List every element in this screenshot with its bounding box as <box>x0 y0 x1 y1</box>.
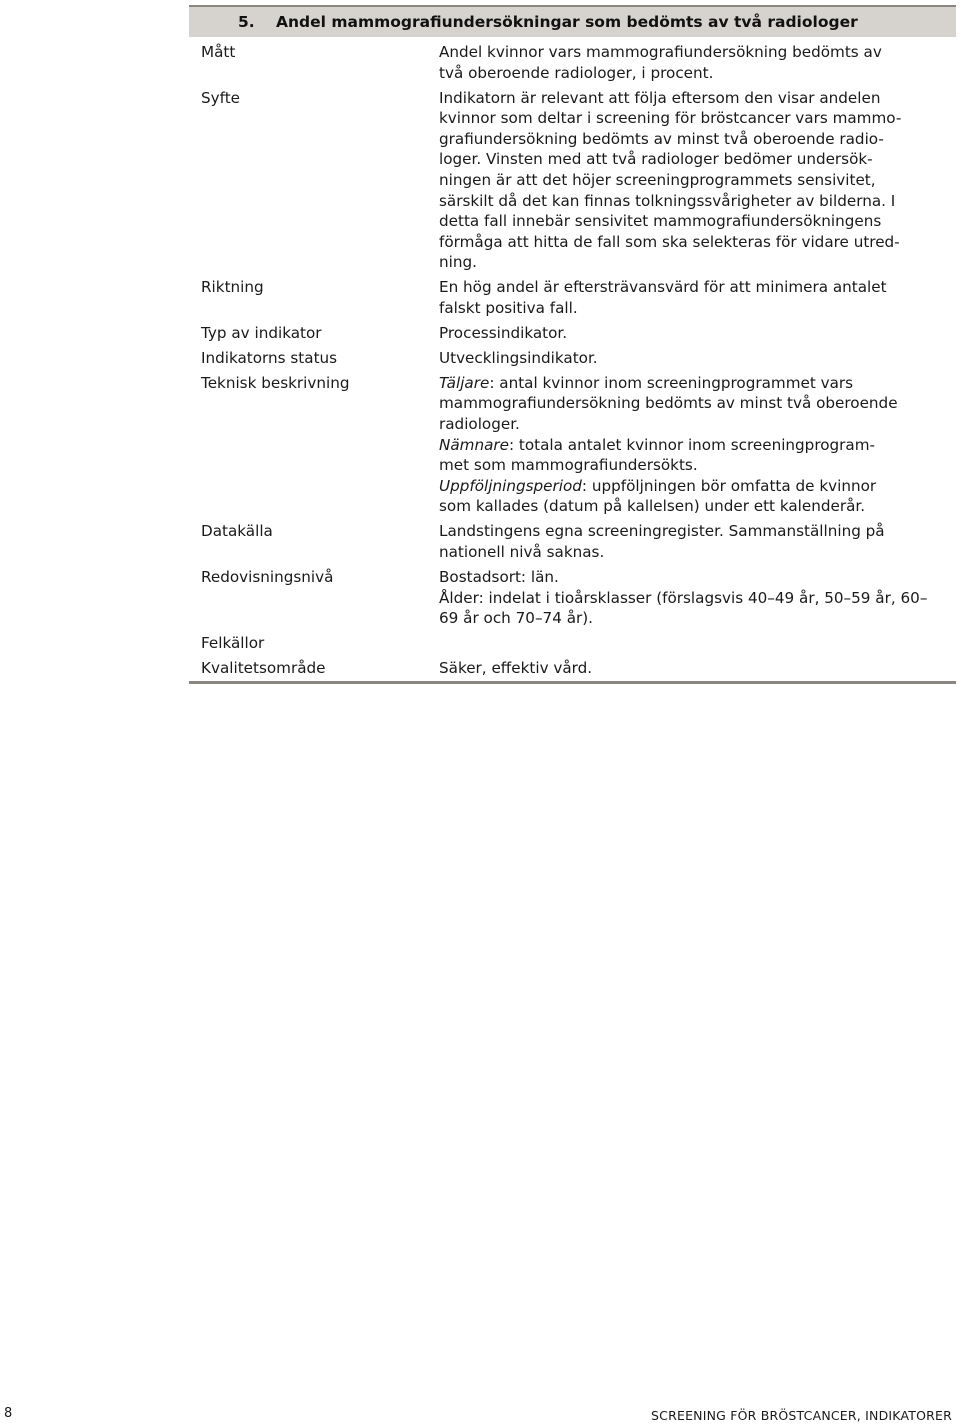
value-line: Processindikator. <box>439 323 568 342</box>
row-label: Riktning <box>201 278 264 297</box>
namnare-term: Nämnare <box>439 435 509 454</box>
section-title: Andel mammografiundersökningar som bedömts av två radiologer <box>276 13 858 31</box>
row-value <box>439 521 944 562</box>
value-line: mammografiundersökning bedömts av minst två oberoende <box>439 394 898 413</box>
indicator-table <box>189 5 956 684</box>
value-line: förmåga att hitta de fall som ska selekteras för vidare utred- <box>439 232 900 251</box>
row-value <box>439 373 944 517</box>
value-line: som kallades (datum på kallelsen) under ett kalenderår. <box>439 497 866 516</box>
value-line: särskilt då det kan finnas tolkningssvårigheter av bilderna. I <box>439 191 896 210</box>
value-line: två oberoende radiologer, i procent. <box>439 63 714 82</box>
row-label: Typ av indikator <box>201 323 322 342</box>
row-value <box>439 567 944 629</box>
page-number: 8 <box>4 1406 13 1421</box>
row-teknisk-beskrivning <box>189 373 956 517</box>
value-line: loger. Vinsten med att två radiologer bedömer undersök- <box>439 150 873 169</box>
value-line: Indikatorn är relevant att följa eftersom den visar andelen <box>439 88 881 107</box>
row-redovisningsniva <box>189 567 956 629</box>
row-value <box>439 88 944 273</box>
row-indikatorns-status <box>189 348 956 369</box>
section-number: 5. <box>238 13 255 31</box>
row-label: Datakälla <box>201 522 273 541</box>
value-line: ning. <box>439 253 477 272</box>
row-label: Redovisningsnivå <box>201 567 334 586</box>
row-label: Teknisk beskrivning <box>201 373 350 392</box>
empty-value <box>439 633 944 654</box>
value-line: ningen är att det höjer screeningprogrammets sensivitet, <box>439 170 876 189</box>
row-value <box>439 42 944 83</box>
value-line: nationell nivå saknas. <box>439 543 605 561</box>
row-label: Kvalitetsområde <box>201 659 326 678</box>
row-value <box>439 277 944 318</box>
value-line: 69 år och 70–74 år). <box>439 609 594 628</box>
taljare-line <box>439 373 944 394</box>
row-label: Syfte <box>201 88 241 107</box>
value-line: Utvecklingsindikator. <box>439 348 598 367</box>
uppfoljning-line <box>439 476 944 497</box>
row-value <box>439 348 944 369</box>
row-riktning <box>189 277 956 318</box>
value-line: detta fall innebär sensivitet mammografiundersökningens <box>439 212 882 231</box>
running-title: SCREENING FÖR BRÖSTCANCER, INDIKATORER <box>651 1408 952 1423</box>
value-line: Säker, effektiv vård. <box>439 659 593 678</box>
value-line: met som mammografiundersökts. <box>439 456 698 475</box>
value-line: En hög andel är eftersträvansvärd för att minimera antalet <box>439 278 887 297</box>
row-typ-av-indikator <box>189 323 956 344</box>
row-label: Felkällor <box>201 634 265 653</box>
uppfoljning-term: Uppföljningsperiod <box>439 476 582 495</box>
value-line: Andel kvinnor vars mammografiundersökning bedömts av <box>439 43 882 61</box>
row-value <box>439 323 944 344</box>
row-value <box>439 658 944 679</box>
row-value <box>439 633 944 654</box>
row-label: Indikatorns status <box>201 348 338 367</box>
value-line: Bostadsort: län. <box>439 567 559 586</box>
value-line: radiologer. <box>439 415 520 434</box>
row-kvalitetsomrade <box>189 658 956 679</box>
value-line: falskt positiva fall. <box>439 298 578 317</box>
namnare-line <box>439 435 944 456</box>
row-matt <box>189 42 956 83</box>
value-line: Landstingens egna screeningregister. Sammanställning på <box>439 522 885 541</box>
value-line: grafiundersökning bedömts av minst två oberoende radio- <box>439 129 884 148</box>
row-label: Mått <box>201 43 236 61</box>
row-syfte <box>189 88 956 273</box>
value-line: Ålder: indelat i tioårsklasser (förslagsvis 40–49 år, 50–59 år, 60– <box>439 588 928 607</box>
value-text: : uppföljningen bör omfatta de kvinnor <box>581 476 877 495</box>
row-datakalla <box>189 521 956 562</box>
value-line: kvinnor som deltar i screening för bröstcancer vars mammo- <box>439 109 902 128</box>
indicator-rows <box>189 42 956 684</box>
value-text: : totala antalet kvinnor inom screeningprogram- <box>508 435 875 454</box>
taljare-term: Täljare <box>439 373 490 392</box>
row-felkallor <box>189 633 956 654</box>
section-header <box>189 5 956 37</box>
value-text: : antal kvinnor inom screeningprogrammet vars <box>489 373 854 392</box>
